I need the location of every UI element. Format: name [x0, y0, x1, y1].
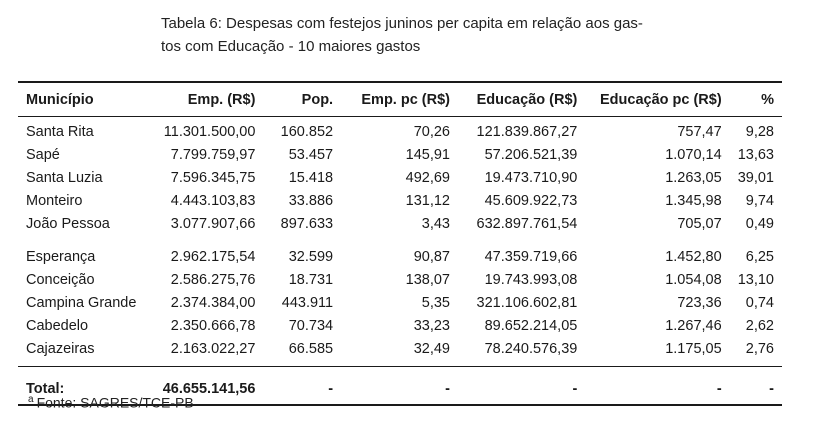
cell-educacao-pc: 1.263,05 — [665, 169, 722, 186]
cell-pop: 160.852 — [280, 123, 334, 140]
cell-emp-pc: 3,43 — [421, 215, 450, 232]
total-emp: 46.655.141,56 — [162, 380, 256, 397]
cell-percent: 13,63 — [737, 146, 774, 163]
cell-percent: 0,49 — [745, 215, 774, 232]
cell-emp: 7.799.759,97 — [170, 146, 256, 163]
cell-emp: 11.301.500,00 — [163, 123, 256, 140]
cell-percent: 13,10 — [737, 271, 774, 288]
total-label: Total: — [26, 380, 65, 397]
cell-percent: 2,76 — [745, 340, 774, 357]
cell-emp-pc: 131,12 — [405, 192, 450, 209]
table-row — [18, 235, 782, 268]
cell-educacao: 121.839.867,27 — [476, 123, 578, 140]
cell-pop: 66.585 — [288, 340, 334, 357]
table-row — [18, 291, 782, 314]
cell-municipio: Monteiro — [26, 192, 83, 209]
cell-emp-pc: 492,69 — [405, 169, 450, 186]
cell-municipio: Conceição — [26, 271, 95, 288]
cell-emp-pc: 5,35 — [421, 294, 450, 311]
table-row — [18, 143, 782, 166]
cell-pop: 53.457 — [288, 146, 334, 163]
cell-municipio: Campina Grande — [26, 294, 137, 311]
total-emp-pc: - — [445, 380, 450, 397]
header-percent: % — [761, 91, 774, 108]
cell-pop: 897.633 — [280, 215, 334, 232]
cell-emp-pc: 32,49 — [413, 340, 450, 357]
source-note — [28, 394, 194, 411]
cell-percent: 0,74 — [745, 294, 774, 311]
cell-educacao-pc: 1.070,14 — [665, 146, 722, 163]
header-emp-pc: Emp. pc (R$) — [361, 91, 450, 108]
cell-educacao-pc: 757,47 — [677, 123, 722, 140]
table-caption — [161, 12, 661, 58]
table-row — [18, 337, 782, 360]
cell-percent: 39,01 — [737, 169, 774, 186]
caption-line-2: tos com Educação - 10 maiores gastos — [161, 38, 421, 55]
table-row — [18, 212, 782, 235]
cell-municipio: Esperança — [26, 248, 96, 265]
header-municipio: Município — [26, 91, 94, 108]
cell-emp-pc: 90,87 — [413, 248, 450, 265]
cell-percent: 2,62 — [745, 317, 774, 334]
cell-emp: 3.077.907,66 — [170, 215, 256, 232]
cell-municipio: João Pessoa — [26, 215, 110, 232]
header-educacao-pc: Educação pc (R$) — [600, 91, 722, 108]
cell-emp: 2.350.666,78 — [170, 317, 256, 334]
table-row — [18, 189, 782, 212]
table-row — [18, 117, 782, 144]
cell-pop: 18.731 — [288, 271, 334, 288]
cell-educacao-pc: 1.345,98 — [665, 192, 722, 209]
cell-educacao: 632.897.761,54 — [476, 215, 578, 232]
total-educacao: - — [572, 380, 578, 397]
cell-educacao: 19.473.710,90 — [484, 169, 578, 186]
cell-educacao: 19.743.993,08 — [484, 271, 578, 288]
cell-municipio: Santa Luzia — [26, 169, 103, 186]
cell-emp: 2.374.384,00 — [170, 294, 256, 311]
cell-educacao: 47.359.719,66 — [484, 248, 578, 265]
cell-emp: 2.163.022,27 — [170, 340, 256, 357]
cell-educacao: 45.609.922,73 — [484, 192, 578, 209]
cell-educacao-pc: 1.267,46 — [665, 317, 722, 334]
cell-municipio: Sapé — [26, 146, 60, 163]
total-percent: - — [769, 380, 774, 397]
cell-educacao: 78.240.576,39 — [484, 340, 578, 357]
table-row — [18, 166, 782, 189]
cell-educacao: 57.206.521,39 — [484, 146, 578, 163]
cell-emp-pc: 145,91 — [405, 146, 450, 163]
cell-percent: 9,28 — [745, 123, 774, 140]
footnote-mark: a — [28, 394, 34, 405]
cell-municipio: Cabedelo — [26, 317, 89, 334]
table-row — [18, 268, 782, 291]
cell-educacao-pc: 1.452,80 — [665, 248, 722, 265]
cell-municipio: Santa Rita — [26, 123, 94, 140]
cell-emp: 2.962.175,54 — [170, 248, 256, 265]
cell-emp-pc: 138,07 — [405, 271, 450, 288]
expenses-table — [18, 81, 782, 406]
cell-pop: 33.886 — [288, 192, 334, 209]
cell-pop: 15.418 — [288, 169, 334, 186]
header-educacao: Educação (R$) — [476, 91, 578, 108]
header-pop: Pop. — [301, 91, 334, 108]
cell-percent: 9,74 — [745, 192, 774, 209]
table-row — [18, 314, 782, 337]
cell-municipio: Cajazeiras — [26, 340, 95, 357]
cell-percent: 6,25 — [745, 248, 774, 265]
cell-educacao-pc: 723,36 — [677, 294, 722, 311]
cell-pop: 32.599 — [288, 248, 334, 265]
cell-emp-pc: 70,26 — [413, 123, 450, 140]
table-header-row — [18, 82, 782, 117]
cell-educacao-pc: 1.175,05 — [665, 340, 722, 357]
cell-educacao-pc: 1.054,08 — [665, 271, 722, 288]
cell-emp: 7.596.345,75 — [170, 169, 256, 186]
cell-emp: 4.443.103,83 — [170, 192, 256, 209]
cell-educacao: 89.652.214,05 — [484, 317, 578, 334]
cell-educacao: 321.106.602,81 — [476, 294, 578, 311]
source-text: Fonte: SAGRES/TCE-PB — [36, 394, 194, 411]
total-pop: - — [328, 380, 334, 397]
cell-emp: 2.586.275,76 — [170, 271, 256, 288]
cell-emp-pc: 33,23 — [413, 317, 450, 334]
total-educacao-pc: - — [716, 380, 722, 397]
cell-educacao-pc: 705,07 — [677, 215, 722, 232]
caption-line-1: Tabela 6: Despesas com festejos juninos per capita em relação aos gas- — [161, 15, 643, 32]
header-emp: Emp. (R$) — [187, 91, 256, 108]
cell-pop: 443.911 — [281, 294, 334, 311]
cell-pop: 70.734 — [288, 317, 334, 334]
